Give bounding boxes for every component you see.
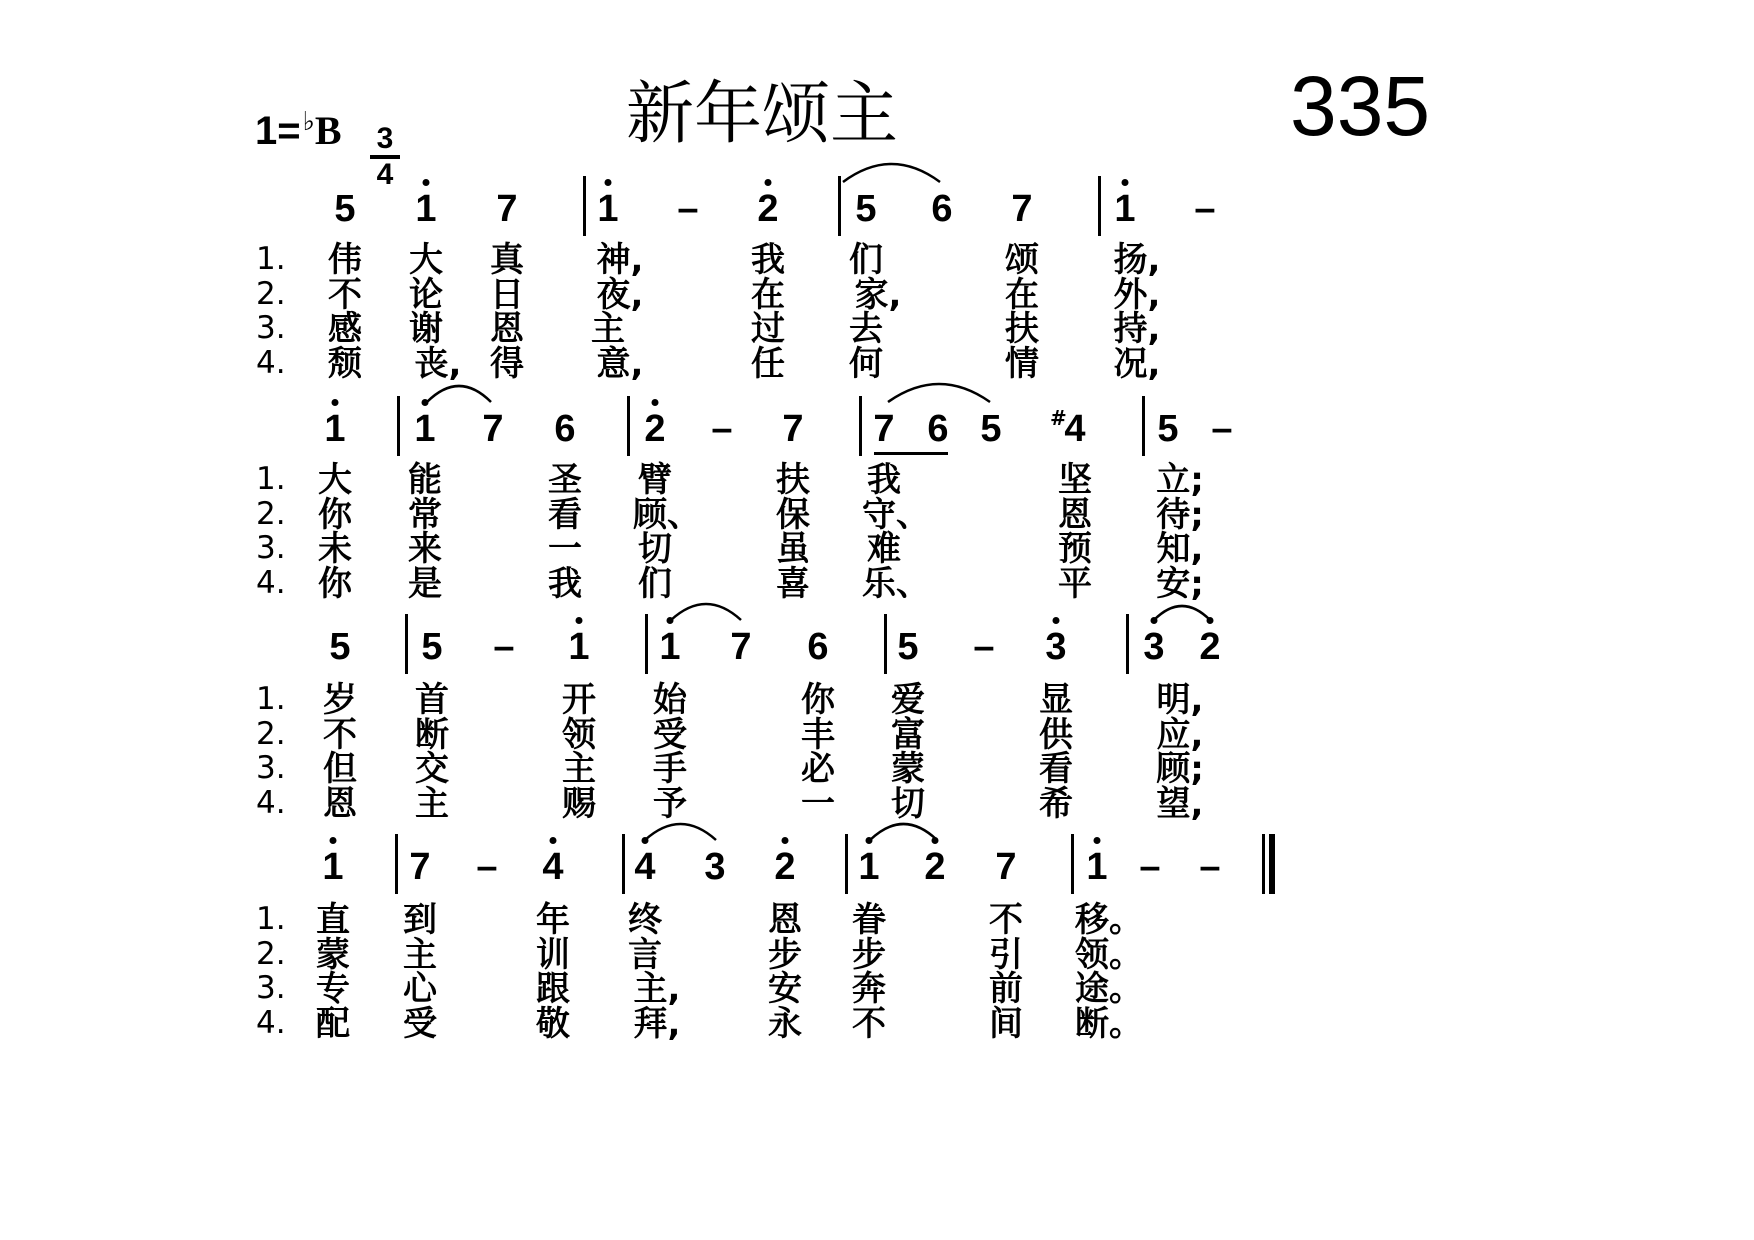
note: 4 <box>542 846 564 888</box>
hold-dash: – <box>1139 846 1161 888</box>
hold-dash: – <box>677 188 699 230</box>
lyric-syllable: 切 <box>891 783 925 824</box>
lyric-syllable: 步 <box>768 934 802 975</box>
hold-dash: – <box>973 626 995 668</box>
note: 1 <box>322 846 344 888</box>
lyric-syllable: 富 <box>891 714 925 755</box>
lyric-syllable: 首 <box>415 680 449 720</box>
lyric-syllable: 手 <box>653 749 687 789</box>
note: 1 <box>597 188 619 230</box>
note: 3 <box>1143 626 1165 668</box>
lyric-syllable: 显 <box>1039 680 1073 720</box>
lyric-syllable: 任 <box>751 343 785 384</box>
lyric-syllable: 立; <box>1156 460 1204 500</box>
lyric-syllable: 不 <box>328 274 362 315</box>
lyric-syllable: 情 <box>1005 343 1039 384</box>
verse-label: 2. <box>256 715 286 752</box>
lyric-syllable: 看 <box>548 494 582 535</box>
lyric-syllable: 直 <box>316 900 350 940</box>
verse-label: 3. <box>256 750 286 786</box>
lyric-syllable: 论 <box>409 274 443 315</box>
lyric-syllable: 们 <box>849 240 883 280</box>
lyric-syllable: 扶 <box>1005 309 1039 349</box>
lyric-syllable: 恩 <box>1058 494 1092 535</box>
lyric-syllable: 赐 <box>562 783 596 824</box>
lyric-syllable: 恩 <box>768 900 802 940</box>
verse-label: 3. <box>256 310 286 346</box>
lyric-syllable: 奔 <box>852 969 886 1009</box>
verse-label: 2. <box>256 495 286 532</box>
verse-label: 3. <box>256 970 286 1006</box>
lyric-syllable: 神, <box>596 240 644 280</box>
note: 1 <box>324 408 346 450</box>
lyric-syllable: 平 <box>1058 563 1092 604</box>
lyric-syllable: 切 <box>638 529 672 569</box>
lyric-syllable: 家, <box>854 274 902 315</box>
lyric-syllable: 我 <box>867 460 901 500</box>
lyric-syllable: 永 <box>768 1003 802 1044</box>
hymn-title: 新年颂主 <box>626 75 899 154</box>
lyric-syllable: 间 <box>989 1003 1023 1044</box>
lyric-syllable: 保 <box>776 494 810 535</box>
note: 7 <box>482 408 504 450</box>
lyric-syllable: 况, <box>1113 343 1161 384</box>
verse-label: 2. <box>256 275 286 312</box>
lyric-syllable: 难 <box>867 529 901 569</box>
lyric-syllable: 伟 <box>328 240 362 280</box>
lyric-syllable: 扬, <box>1113 240 1161 280</box>
lyric-syllable: 颂 <box>1005 240 1039 280</box>
lyric-syllable: 断 <box>415 714 449 755</box>
lyric-syllable: 领。 <box>1075 934 1143 975</box>
verse-label: 2. <box>256 935 286 972</box>
lyric-syllable: 乐、 <box>862 563 930 604</box>
lyric-syllable: 年 <box>536 900 570 940</box>
note: 7 <box>873 408 895 450</box>
lyric-syllable: 受 <box>653 714 687 755</box>
lyric-syllable: 虽 <box>776 529 810 569</box>
note: 6 <box>554 408 576 450</box>
lyric-syllable: 主, <box>633 969 681 1009</box>
lyric-syllable: 恩 <box>490 309 524 349</box>
lyric-syllable: 交 <box>415 749 449 789</box>
lyric-syllable: 眷 <box>852 900 886 940</box>
lyric-syllable: 你 <box>801 680 835 720</box>
verse-label: 4. <box>256 344 286 381</box>
time-bottom: 4 <box>376 158 394 191</box>
lyric-syllable: 步 <box>852 934 886 975</box>
note: 5 <box>334 188 356 230</box>
lyric-syllable: 过 <box>751 309 785 349</box>
slur <box>645 824 716 840</box>
lyric-syllable: 待; <box>1156 494 1204 535</box>
lyric-syllable: 圣 <box>548 460 582 500</box>
lyric-syllable: 丰 <box>801 714 835 755</box>
note: 1 <box>1086 846 1108 888</box>
lyric-syllable: 希 <box>1039 783 1073 824</box>
lyric-syllable: 扶 <box>776 460 810 500</box>
lyric-syllable: 安; <box>1156 563 1204 604</box>
verse-label: 1. <box>256 901 286 937</box>
lyric-syllable: 前 <box>989 969 1023 1009</box>
lyric-syllable: 看 <box>1039 749 1073 789</box>
note: 7 <box>496 188 518 230</box>
lyric-syllable: 断。 <box>1075 1003 1143 1044</box>
lyric-syllable: 喜 <box>776 563 810 604</box>
lyric-syllable: 何 <box>849 343 883 384</box>
lyric-syllable: 来 <box>408 529 442 569</box>
note: 5 <box>1157 408 1179 450</box>
note: 7 <box>409 846 431 888</box>
lyric-syllable: 你 <box>318 494 352 535</box>
note: 2 <box>774 846 796 888</box>
lyric-syllable: 坚 <box>1058 460 1092 500</box>
note: 1 <box>415 188 437 230</box>
note: 4 <box>1064 408 1086 450</box>
lyric-syllable: 移。 <box>1075 900 1143 940</box>
lyric-syllable: 跟 <box>536 969 570 1009</box>
lyric-syllable: 不 <box>989 900 1023 940</box>
slur <box>870 824 937 840</box>
flat-icon: ♭ <box>302 107 315 136</box>
note: 1 <box>858 846 880 888</box>
hold-dash: – <box>1211 408 1233 450</box>
note: 3 <box>704 846 726 888</box>
sharp-sign: # <box>1050 406 1067 430</box>
lyric-syllable: 外, <box>1113 274 1161 315</box>
lyric-syllable: 途。 <box>1075 969 1143 1009</box>
note: 2 <box>924 846 946 888</box>
verse-label: 4. <box>256 1004 286 1041</box>
slur <box>427 386 491 402</box>
note: 7 <box>730 626 752 668</box>
lyric-syllable: 守、 <box>862 494 930 535</box>
lyric-syllable: 蒙 <box>891 749 925 789</box>
note: 5 <box>980 408 1002 450</box>
verse-label: 4. <box>256 564 286 601</box>
lyric-syllable: 训 <box>536 934 570 975</box>
lyric-syllable: 始 <box>653 680 687 720</box>
lyric-syllable: 引 <box>989 934 1023 975</box>
note: 2 <box>1199 626 1221 668</box>
lyric-syllable: 开 <box>562 680 596 720</box>
note: 1 <box>1114 188 1136 230</box>
lyric-syllable: 终 <box>628 900 662 940</box>
verse-label: 4. <box>256 784 286 821</box>
lyric-syllable: 主 <box>403 934 437 975</box>
hold-dash: – <box>1194 188 1216 230</box>
hold-dash: – <box>1199 846 1221 888</box>
lyric-syllable: 持, <box>1113 309 1161 349</box>
lyric-syllable: 领 <box>562 714 596 755</box>
lyric-syllable: 大 <box>318 460 352 500</box>
lyric-syllable: 你 <box>318 563 352 604</box>
lyric-syllable: 言 <box>628 934 662 975</box>
lyric-syllable: 不 <box>323 714 357 755</box>
lyric-syllable: 臂 <box>638 460 672 500</box>
lyric-syllable: 是 <box>408 563 442 604</box>
lyric-syllable: 丧, <box>414 343 462 384</box>
hold-dash: – <box>711 408 733 450</box>
lyric-syllable: 日 <box>490 274 524 315</box>
lyric-syllable: 恩 <box>323 783 357 824</box>
lyric-syllable: 爱 <box>891 680 925 720</box>
lyric-syllable: 不 <box>852 1003 886 1044</box>
note: 5 <box>421 626 443 668</box>
hold-dash: – <box>493 626 515 668</box>
lyric-syllable: 到 <box>403 900 437 940</box>
lyric-syllable: 在 <box>1005 274 1039 315</box>
lyric-syllable: 去 <box>849 309 883 349</box>
lyric-syllable: 应, <box>1156 714 1204 755</box>
lyric-syllable: 预 <box>1058 529 1092 569</box>
verse-label: 1. <box>256 681 286 717</box>
note: 7 <box>782 408 804 450</box>
lyric-syllable: 心 <box>403 969 437 1009</box>
note: 5 <box>855 188 877 230</box>
lyric-syllable: 得 <box>490 343 524 384</box>
verse-label: 1. <box>256 461 286 497</box>
note: 2 <box>644 408 666 450</box>
lyric-syllable: 专 <box>316 969 350 1009</box>
slur <box>671 604 741 620</box>
lyric-syllable: 拜, <box>633 1003 681 1044</box>
lyric-syllable: 供 <box>1039 714 1073 755</box>
lyric-syllable: 夜, <box>596 274 644 315</box>
lyric-syllable: 蒙 <box>316 934 350 975</box>
lyric-syllable: 必 <box>801 749 835 789</box>
lyric-syllable: 真 <box>490 240 524 280</box>
note: 7 <box>1011 188 1033 230</box>
lyric-syllable: 主 <box>415 783 449 824</box>
verse-label: 3. <box>256 530 286 566</box>
lyric-syllable: 我 <box>751 240 785 280</box>
note: 6 <box>931 188 953 230</box>
note: 1 <box>568 626 590 668</box>
lyric-syllable: 但 <box>323 749 357 789</box>
lyric-syllable: 敬 <box>536 1003 570 1044</box>
note: 6 <box>927 408 949 450</box>
lyric-syllable: 主 <box>562 749 596 789</box>
lyric-syllable: 意, <box>596 343 644 384</box>
hymn-number: 335 <box>1290 59 1431 153</box>
lyric-syllable: 岁 <box>323 680 357 720</box>
slur <box>888 384 990 402</box>
note: 4 <box>634 846 656 888</box>
lyric-syllable: 顾; <box>1156 749 1204 789</box>
lyric-syllable: 望, <box>1156 783 1204 824</box>
hold-dash: – <box>476 846 498 888</box>
lyric-syllable: 我 <box>548 563 582 604</box>
note: 6 <box>807 626 829 668</box>
lyric-syllable: 颓 <box>328 343 362 384</box>
slur <box>1154 606 1210 620</box>
lyric-syllable: 未 <box>318 529 352 569</box>
note: 1 <box>659 626 681 668</box>
note: 5 <box>897 626 919 668</box>
lyric-syllable: 主 <box>591 309 625 349</box>
lyric-syllable: 在 <box>751 274 785 315</box>
key-letter: B <box>314 108 342 153</box>
lyric-syllable: 予 <box>653 783 687 824</box>
slur <box>843 164 940 182</box>
lyric-syllable: 配 <box>316 1003 350 1044</box>
lyric-syllable: 受 <box>403 1003 437 1044</box>
lyric-syllable: 们 <box>638 563 672 604</box>
lyric-syllable: 谢 <box>409 309 443 349</box>
time-top: 3 <box>376 122 394 155</box>
lyric-syllable: 常 <box>408 494 442 535</box>
note: 2 <box>757 188 779 230</box>
note: 3 <box>1045 626 1067 668</box>
lyric-syllable: 明, <box>1156 680 1204 720</box>
lyric-syllable: 顾、 <box>633 494 701 535</box>
note: 5 <box>329 626 351 668</box>
verse-label: 1. <box>256 241 286 277</box>
note: 1 <box>414 408 436 450</box>
key-prefix: 1= <box>255 109 301 153</box>
note: 7 <box>995 846 1017 888</box>
lyric-syllable: 大 <box>409 240 443 280</box>
lyric-syllable: 知, <box>1156 529 1204 569</box>
lyric-syllable: 能 <box>408 460 442 500</box>
lyric-syllable: 感 <box>328 309 362 349</box>
lyric-syllable: 一 <box>801 783 835 824</box>
lyric-syllable: 一 <box>548 529 582 569</box>
lyric-syllable: 安 <box>768 969 802 1009</box>
